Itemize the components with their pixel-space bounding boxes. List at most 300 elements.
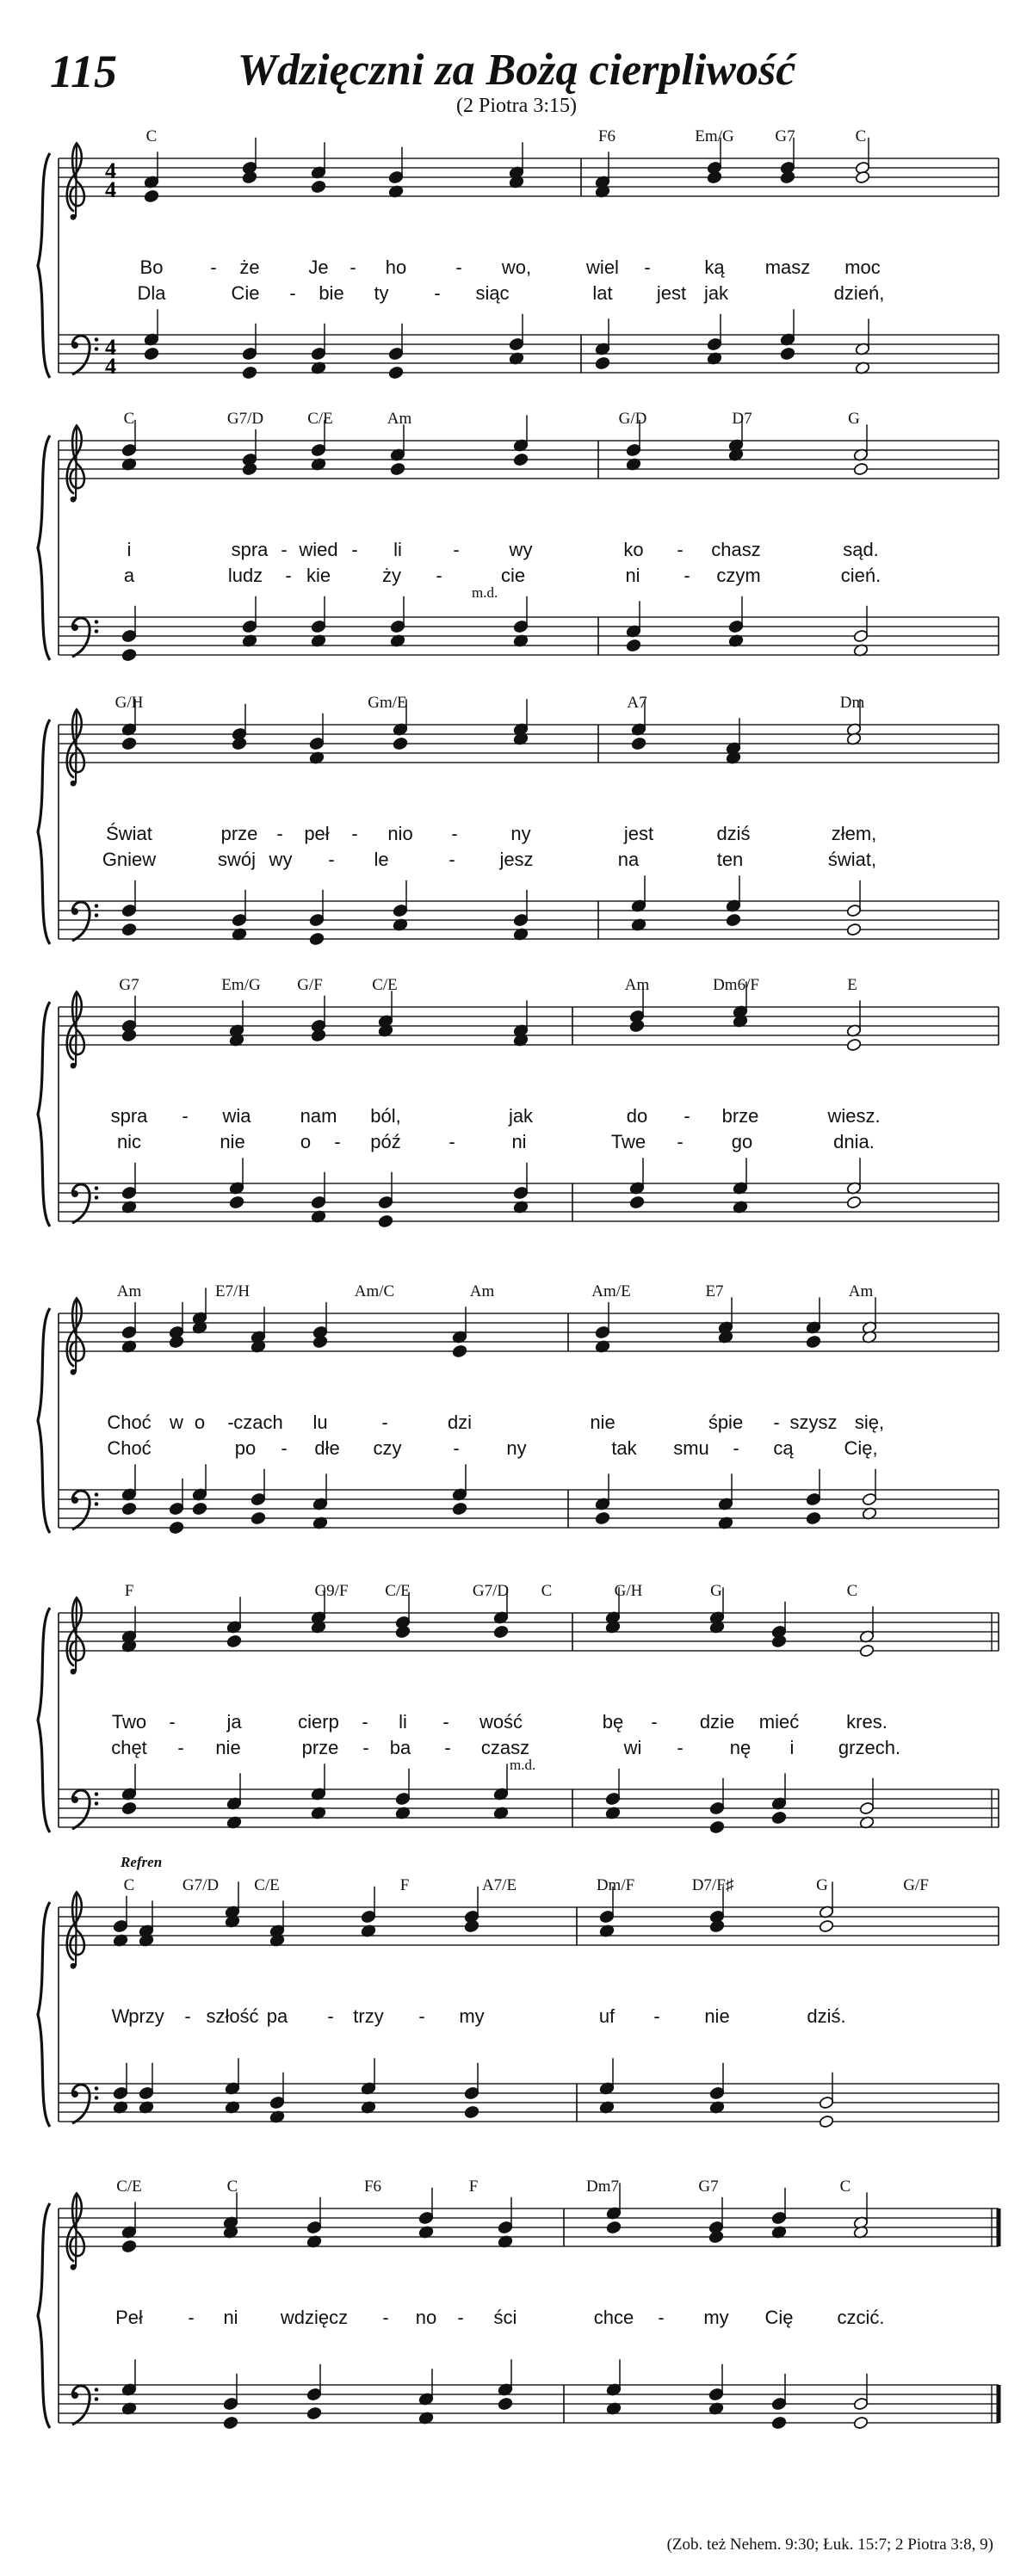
- treble-clef-dot: [71, 214, 77, 220]
- lyric-syllable: wi: [623, 1737, 642, 1758]
- treble-clef-dot: [71, 1369, 77, 1375]
- chord-symbol: F6: [363, 2178, 382, 2196]
- bass-note: [309, 932, 325, 946]
- lyric-syllable: li: [399, 1711, 407, 1733]
- syllable-hyphen: -: [677, 1131, 684, 1152]
- lyric-syllable: czym: [716, 565, 761, 586]
- staff-brace: [38, 153, 50, 378]
- lyric-syllable: dzień,: [833, 282, 885, 304]
- syllable-hyphen: -: [442, 1711, 449, 1733]
- chord-symbol: E7: [705, 1282, 724, 1300]
- bass-clef-icon: [72, 1184, 90, 1223]
- bass-note: [629, 1195, 645, 1209]
- bass-note: [726, 913, 741, 927]
- lyric-syllable: i: [127, 539, 132, 560]
- treble-clef-dot: [71, 781, 77, 787]
- bass-clef-dot: [95, 1492, 99, 1497]
- lyric-syllable: lat: [592, 282, 613, 304]
- bass-clef-icon: [72, 1790, 90, 1829]
- lyric-syllable: i: [789, 1737, 795, 1758]
- bass-clef-dot: [95, 337, 99, 342]
- chord-symbol: C: [123, 410, 135, 428]
- staff-brace: [38, 1608, 50, 1832]
- lyric-syllable: Choć: [107, 1412, 152, 1433]
- syllable-hyphen: -: [453, 539, 460, 560]
- chord-symbol: C/E: [385, 1582, 411, 1600]
- lyric-syllable: wdzięcz: [280, 2307, 349, 2328]
- lyric-syllable: nie: [220, 1131, 245, 1152]
- alto-note: [629, 1019, 645, 1033]
- alto-note: [452, 1344, 467, 1358]
- staff-brace: [38, 720, 50, 944]
- treble-clef-stem: [76, 1298, 77, 1372]
- lyric-syllable: my: [459, 2005, 485, 2027]
- lyric-syllable: póź: [370, 1131, 401, 1152]
- lyric-syllable: Twe: [610, 1131, 646, 1152]
- bass-clef-dot: [95, 629, 99, 633]
- chord-symbol: E7/H: [214, 1282, 251, 1300]
- chord-symbol: Dm/F: [596, 1876, 635, 1894]
- bass-note: [464, 2105, 479, 2119]
- syllable-hyphen: -: [448, 849, 455, 870]
- alto-note: [393, 737, 408, 751]
- lyric-syllable: Cię: [764, 2307, 794, 2328]
- treble-clef-stem: [76, 1597, 77, 1671]
- alto-note: [311, 180, 326, 194]
- syllable-hyphen: -: [733, 1437, 739, 1459]
- syllable-hyphen: -: [434, 282, 441, 304]
- chord-symbol: A7/E: [481, 1876, 517, 1894]
- bass-note: [388, 366, 404, 380]
- lyric-syllable: wiesz.: [827, 1105, 881, 1127]
- chord-symbol: G9/F: [314, 1582, 349, 1600]
- lyric-syllable: Cie: [231, 282, 260, 304]
- syllable-hyphen: -: [644, 256, 651, 278]
- chord-symbol: A7: [627, 694, 647, 712]
- lyric-syllable: wiel: [586, 256, 619, 278]
- syllable-hyphen: -: [651, 1711, 658, 1733]
- lyric-syllable: nie: [215, 1737, 241, 1758]
- bass-note: [251, 1511, 266, 1525]
- alto-note: [846, 1038, 862, 1052]
- staff-brace: [38, 436, 50, 660]
- alto-note: [169, 1335, 184, 1349]
- chord-symbol: Dm7: [586, 2178, 619, 2196]
- bass-clef-dot: [95, 2096, 99, 2100]
- lyric-syllable: Choć: [107, 1437, 152, 1459]
- treble-clef-dot: [71, 1963, 77, 1969]
- bass-clef-icon: [72, 1491, 90, 1529]
- alto-note: [311, 1029, 326, 1042]
- chord-symbol: D7/F♯: [691, 1876, 734, 1894]
- bass-note: [626, 639, 641, 652]
- syllable-hyphen: -: [457, 2307, 464, 2328]
- chord-symbol: Am: [624, 976, 650, 994]
- bass-note: [452, 1502, 467, 1516]
- bass-note: [121, 1502, 137, 1516]
- syllable-hyphen: -: [362, 1737, 369, 1758]
- chord-symbol: Am: [116, 1282, 142, 1300]
- lyric-syllable: Dla: [137, 282, 166, 304]
- chord-symbol: C: [226, 2178, 238, 2196]
- alto-note: [121, 737, 137, 751]
- syllable-hyphen: -: [327, 2005, 334, 2027]
- lyric-syllable: tak: [611, 1437, 637, 1459]
- treble-clef-stem: [76, 143, 77, 217]
- lyric-syllable: ży: [382, 565, 401, 586]
- lyric-syllable: po: [234, 1437, 257, 1459]
- lyric-syllable: go: [731, 1131, 753, 1152]
- lyric-syllable: cą: [773, 1437, 794, 1459]
- lyric-syllable: trzy: [353, 2005, 384, 2027]
- bass-note: [595, 1511, 610, 1525]
- chord-symbol: Am/C: [354, 1282, 395, 1300]
- lyric-syllable: wy: [509, 539, 533, 560]
- bass-note: [780, 347, 795, 361]
- bass-clef-icon: [72, 2085, 90, 2123]
- chord-symbol: Dm: [839, 694, 865, 712]
- bass-clef-dot: [71, 908, 78, 915]
- chord-symbol: G/F: [297, 976, 323, 994]
- lyric-syllable: do: [626, 1105, 648, 1127]
- syllable-hyphen: -: [177, 1737, 184, 1758]
- syllable-hyphen: -: [418, 2005, 425, 2027]
- syllable-hyphen: -: [188, 2307, 195, 2328]
- syllable-hyphen: -: [210, 256, 217, 278]
- chord-symbol: G7: [698, 2178, 719, 2196]
- syllable-hyphen: -: [328, 849, 335, 870]
- alto-note: [771, 1634, 787, 1648]
- bass-clef-dot: [95, 1792, 99, 1796]
- lyric-syllable: czasz: [480, 1737, 530, 1758]
- lyric-syllable: spra: [110, 1105, 148, 1127]
- time-signature-top: 4: [105, 158, 116, 184]
- lyric-syllable: cie: [500, 565, 526, 586]
- alto-note: [631, 737, 646, 751]
- bass-clef-dot: [95, 2397, 99, 2401]
- chord-symbol: Am: [469, 1282, 495, 1300]
- footer-reference: (Zob. też Nehem. 9:30; Łuk. 15:7; 2 Piotra 3:8, 9): [666, 2536, 993, 2554]
- lyric-syllable: nic: [116, 1131, 142, 1152]
- lyric-syllable: nio: [387, 823, 413, 844]
- chord-symbol: C/E: [372, 976, 398, 994]
- chord-symbol: G: [816, 1876, 828, 1894]
- chord-symbol: G7/D: [182, 1876, 220, 1894]
- bass-clef-dot: [71, 342, 78, 349]
- lyric-syllable: lu: [312, 1412, 328, 1433]
- treble-clef-stem: [76, 991, 77, 1066]
- bass-note: [846, 923, 862, 936]
- syllable-hyphen: -: [448, 1131, 455, 1152]
- lyric-syllable: czcić.: [837, 2307, 885, 2328]
- syllable-hyphen: -: [684, 1105, 690, 1127]
- time-signature-bottom: 4: [105, 177, 116, 203]
- chord-symbol: G7: [119, 976, 139, 994]
- syllable-hyphen: -: [351, 823, 358, 844]
- bass-clef-dot: [95, 1195, 99, 1200]
- syllable-hyphen: -: [276, 823, 283, 844]
- chord-symbol: Em/G: [695, 127, 734, 145]
- lyric-syllable: jak: [508, 1105, 534, 1127]
- lyric-syllable: ny: [506, 1437, 527, 1459]
- chord-symbol: Gm/E: [368, 694, 407, 712]
- lyric-syllable: jak: [703, 282, 729, 304]
- lyric-syllable: wo,: [501, 256, 532, 278]
- bass-clef-dot: [95, 1801, 99, 1806]
- lyric-syllable: ką: [704, 256, 725, 278]
- staff-brace: [38, 2203, 50, 2428]
- bass-clef-icon: [72, 902, 90, 941]
- hymn-number: 115: [50, 46, 118, 97]
- lyric-syllable: smu: [673, 1437, 709, 1459]
- chord-symbol: C/E: [116, 2178, 142, 2196]
- bass-note: [771, 2416, 787, 2430]
- chord-symbol: G/H: [114, 694, 144, 712]
- lyric-syllable: się,: [854, 1412, 885, 1433]
- alto-note: [144, 189, 159, 203]
- chord-symbol: G7/D: [226, 410, 264, 428]
- lyric-syllable: na: [617, 849, 640, 870]
- lyric-syllable: ba: [389, 1737, 411, 1758]
- bass-note: [223, 2416, 238, 2430]
- bass-note: [306, 2406, 322, 2420]
- bass-clef-dot: [95, 620, 99, 624]
- lyric-syllable: chasz: [711, 539, 761, 560]
- alto-note: [806, 1335, 821, 1349]
- lyric-syllable: jesz: [499, 849, 534, 870]
- treble-clef-dot: [71, 2264, 77, 2270]
- lyric-syllable: że: [239, 256, 260, 278]
- chord-symbol: G/D: [618, 410, 647, 428]
- lyric-syllable: ni: [223, 2307, 238, 2328]
- chord-symbol: Am: [387, 410, 412, 428]
- alto-note: [464, 1919, 479, 1933]
- syllable-hyphen: -: [227, 1412, 234, 1433]
- bass-clef-icon: [72, 618, 90, 657]
- lyric-syllable: w: [170, 1412, 183, 1433]
- syllable-hyphen: -: [351, 539, 358, 560]
- syllable-hyphen: -: [285, 565, 292, 586]
- chord-symbol: Dm6/F: [713, 976, 759, 994]
- syllable-hyphen: -: [773, 1412, 780, 1433]
- lyric-syllable: uf: [598, 2005, 615, 2027]
- bass-note: [819, 2115, 834, 2128]
- syllable-hyphen: -: [658, 2307, 665, 2328]
- syllable-hyphen: -: [455, 256, 462, 278]
- syllable-hyphen: -: [453, 1437, 460, 1459]
- time-signature-top: 4: [105, 335, 116, 361]
- lyric-syllable: nam: [300, 1105, 337, 1127]
- lyric-syllable: jest: [623, 823, 654, 844]
- lyric-syllable: szłość: [206, 2005, 259, 2027]
- bass-note: [498, 2397, 513, 2411]
- lyric-syllable: dzie: [699, 1711, 735, 1733]
- lyric-syllable: Two: [111, 1711, 147, 1733]
- bass-clef-dot: [71, 2091, 78, 2097]
- lyric-syllable: ból,: [370, 1105, 401, 1127]
- lyric-syllable: prze: [301, 1737, 339, 1758]
- chord-symbol: C: [839, 2178, 851, 2196]
- alto-note: [859, 1644, 875, 1658]
- lyric-syllable: przy: [128, 2005, 164, 2027]
- treble-clef-dot: [71, 1063, 77, 1069]
- lyric-syllable: nie: [590, 1412, 615, 1433]
- hand-annotation: m.d.: [472, 584, 498, 601]
- syllable-hyphen: -: [382, 2307, 389, 2328]
- treble-clef-dot: [71, 497, 77, 503]
- lyric-syllable: grzech.: [838, 1737, 901, 1758]
- lyric-syllable: śpie: [708, 1412, 744, 1433]
- syllable-hyphen: -: [184, 2005, 191, 2027]
- lyric-syllable: li: [393, 539, 402, 560]
- lyric-syllable: ho: [385, 256, 407, 278]
- lyric-syllable: czy: [373, 1437, 402, 1459]
- lyric-syllable: bie: [319, 282, 344, 304]
- lyric-syllable: W: [111, 2005, 130, 2027]
- chord-symbol: C: [145, 127, 158, 145]
- bass-note: [192, 1502, 207, 1516]
- alto-note: [853, 462, 869, 476]
- bass-clef-dot: [71, 1497, 78, 1504]
- treble-clef-stem: [76, 709, 77, 783]
- lyric-syllable: chce: [593, 2307, 634, 2328]
- chord-symbol: C: [541, 1582, 553, 1600]
- lyric-syllable: kres.: [846, 1711, 888, 1733]
- hymn-title: Wdzięczni za Bożą cierpliwość: [237, 46, 796, 95]
- chord-symbol: C/E: [254, 1876, 280, 1894]
- bass-note: [121, 648, 137, 662]
- lyric-syllable: cień.: [840, 565, 881, 586]
- alto-note: [606, 2221, 622, 2234]
- syllable-hyphen: -: [677, 1737, 684, 1758]
- treble-clef-dot: [71, 1669, 77, 1675]
- bass-note: [595, 356, 610, 370]
- lyric-syllable: dłe: [314, 1437, 340, 1459]
- lyric-syllable: chęt: [111, 1737, 147, 1758]
- alto-note: [395, 1625, 411, 1639]
- chord-symbol: Am/E: [591, 1282, 631, 1300]
- lyric-syllable: prze: [220, 823, 258, 844]
- chord-symbol: G7/D: [472, 1582, 510, 1600]
- bass-clef-dot: [95, 913, 99, 917]
- bass-clef-dot: [95, 2086, 99, 2091]
- lyric-syllable: Świat: [106, 823, 152, 844]
- lyric-syllable: masz: [764, 256, 811, 278]
- lyric-syllable: my: [703, 2307, 729, 2328]
- syllable-hyphen: -: [169, 1711, 176, 1733]
- syllable-hyphen: -: [281, 1437, 288, 1459]
- alto-note: [232, 737, 247, 751]
- chord-symbol: F: [124, 1582, 134, 1600]
- bass-clef-dot: [95, 2388, 99, 2392]
- lyric-syllable: siąc: [475, 282, 510, 304]
- syllable-hyphen: -: [281, 539, 288, 560]
- lyric-syllable: wia: [222, 1105, 251, 1127]
- chord-symbol: G: [710, 1582, 722, 1600]
- bass-note: [169, 1521, 184, 1535]
- lyric-syllable: a: [123, 565, 135, 586]
- chord-symbol: C: [855, 127, 867, 145]
- syllable-hyphen: -: [653, 2005, 660, 2027]
- chord-symbol: F: [468, 2178, 479, 2196]
- chord-symbol: C: [123, 1876, 135, 1894]
- lyric-syllable: Peł: [115, 2307, 143, 2328]
- chord-symbol: D7: [732, 410, 752, 428]
- lyric-syllable: świat,: [827, 849, 877, 870]
- alto-note: [226, 1634, 242, 1648]
- chord-symbol: Em/G: [221, 976, 261, 994]
- bass-note: [806, 1511, 821, 1525]
- lyric-syllable: ten: [716, 849, 744, 870]
- bass-clef-dot: [95, 347, 99, 351]
- chord-symbol: E: [847, 976, 857, 994]
- bass-note: [121, 923, 137, 936]
- alto-note: [707, 170, 722, 184]
- syllable-hyphen: -: [677, 539, 684, 560]
- treble-clef-stem: [76, 2193, 77, 2267]
- bass-note: [121, 1801, 137, 1815]
- alto-note: [121, 1029, 137, 1042]
- lyric-syllable: dziś.: [807, 2005, 846, 2027]
- syllable-hyphen: -: [182, 1105, 189, 1127]
- lyric-syllable: wied: [299, 539, 338, 560]
- lyric-syllable: nie: [704, 2005, 730, 2027]
- lyric-syllable: ja: [226, 1711, 242, 1733]
- alto-note: [513, 453, 529, 466]
- alto-note: [121, 2239, 137, 2253]
- refrain-label: Refren: [121, 1854, 163, 1870]
- lyric-syllable: pa: [266, 2005, 288, 2027]
- bass-clef-icon: [72, 2386, 90, 2425]
- alto-note: [390, 462, 405, 476]
- lyric-syllable: Je: [308, 256, 329, 278]
- bass-note: [853, 2416, 869, 2430]
- alto-note: [493, 1625, 509, 1639]
- bass-clef-dot: [71, 1796, 78, 1803]
- lyric-syllable: dnia.: [833, 1131, 875, 1152]
- syllable-hyphen: -: [684, 565, 690, 586]
- lyric-syllable: ni: [511, 1131, 527, 1152]
- lyric-syllable: wość: [479, 1711, 523, 1733]
- bass-clef-dot: [71, 1190, 78, 1197]
- bass-note: [378, 1214, 393, 1228]
- syllable-hyphen: -: [289, 282, 296, 304]
- alto-note: [819, 1919, 834, 1933]
- lyric-syllable: o: [194, 1412, 206, 1433]
- syllable-hyphen: -: [381, 1412, 388, 1433]
- lyric-syllable: wy: [269, 849, 293, 870]
- lyric-syllable: złem,: [831, 823, 877, 844]
- bass-note: [242, 366, 257, 380]
- bass-clef-icon: [72, 336, 90, 374]
- syllable-hyphen: -: [444, 1737, 451, 1758]
- lyric-syllable: kie: [306, 565, 331, 586]
- alto-note: [242, 170, 257, 184]
- bass-clef-dot: [71, 624, 78, 631]
- chord-symbol: Am: [848, 1282, 874, 1300]
- lyric-syllable: Cię,: [844, 1437, 878, 1459]
- lyric-syllable: ni: [625, 565, 640, 586]
- staff-brace: [38, 1902, 50, 2127]
- lyric-syllable: ny: [510, 823, 531, 844]
- lyric-syllable: ludz: [227, 565, 263, 586]
- lyric-syllable: sąd.: [843, 539, 879, 560]
- syllable-hyphen: -: [334, 1131, 341, 1152]
- lyric-syllable: czach: [233, 1412, 283, 1433]
- chord-symbol: G7: [775, 127, 795, 145]
- alto-note: [708, 2230, 724, 2244]
- lyric-syllable: o: [300, 1131, 312, 1152]
